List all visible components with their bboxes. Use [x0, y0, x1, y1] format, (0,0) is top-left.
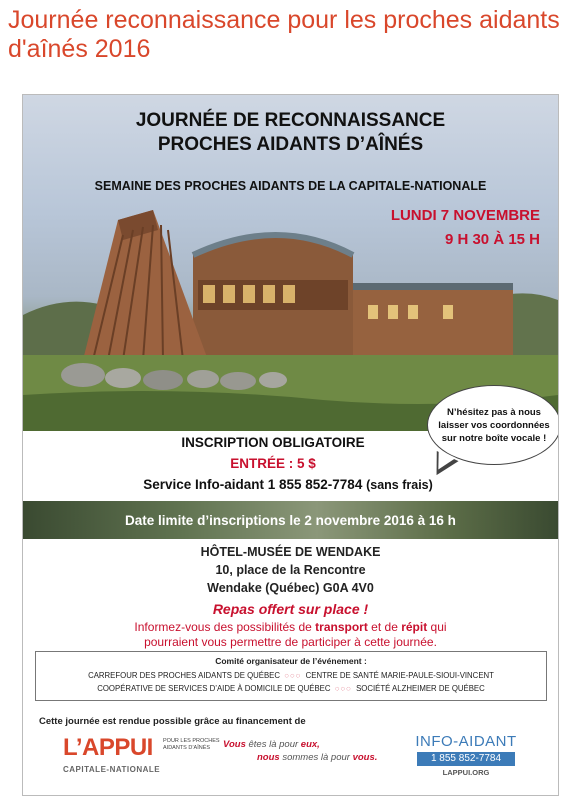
event-date: LUNDI 7 NOVEMBRE [390, 207, 540, 224]
committee-row-1 [36, 671, 546, 680]
committee-member: COOPÉRATIVE DE SERVICES D’AIDE À DOMICILE DE QUÉBEC [97, 684, 331, 693]
appui-region: CAPITALE-NATIONALE [63, 765, 161, 774]
committee-row-2 [36, 684, 546, 693]
poster-subheading: SEMAINE DES PROCHES AIDANTS DE LA CAPITALE-NATIONALE [94, 179, 487, 193]
venue-city: Wendake (Québec) G0A 4V0 [207, 581, 374, 595]
committee-separator: ◌◌◌ [284, 671, 302, 680]
slogan-word: nous [257, 752, 280, 763]
slogan-word: eux, [300, 739, 320, 750]
event-time: 9 H 30 À 15 H [444, 231, 540, 248]
slogan-word: sommes là pour [279, 752, 353, 763]
info-line1-post: qui [427, 620, 447, 634]
service-phone-note: (sans frais) [366, 478, 433, 492]
info-repit: répit [401, 620, 428, 634]
entry-fee: ENTRÉE : 5 $ [230, 456, 316, 471]
page-title: Journée reconnaissance pour les proches aidants d'aînés 2016 [8, 6, 560, 63]
event-poster [22, 94, 559, 796]
committee-member: CARREFOUR DES PROCHES AIDANTS DE QUÉBEC [88, 671, 281, 680]
poster-heading-line1: JOURNÉE DE RECONNAISSANCE [135, 110, 446, 131]
organizing-committee-box [35, 651, 547, 701]
financing-note: Cette journée est rendue possible grâce au financement de [39, 716, 306, 727]
venue-name: HÔTEL-MUSÉE DE WENDAKE [200, 545, 381, 559]
info-line1-mid: et de [367, 620, 402, 634]
committee-separator: ◌◌◌ [334, 684, 352, 693]
slogan-line1 [223, 739, 320, 750]
service-phone-text: Service Info-aidant 1 855 852-7784 [143, 477, 363, 492]
poster-heading-line2: PROCHES AIDANTS D’AÎNÉS [157, 134, 424, 155]
museum-photo [23, 95, 558, 431]
slogan-line2 [223, 751, 393, 764]
committee-member: SOCIÉTÉ ALZHEIMER DE QUÉBEC [356, 684, 485, 693]
slogan-word: vous. [352, 752, 378, 763]
committee-title: Comité organisateur de l’événement : [215, 656, 367, 666]
slogan-word: Vous [223, 739, 246, 750]
deadline-band [23, 501, 558, 539]
service-phone [63, 477, 513, 492]
info-line1-pre: Informez-vous des possibilités de [134, 620, 316, 634]
slogan-word: êtes là pour [245, 739, 301, 750]
info-aidant-name: INFO-AIDANT [415, 733, 517, 750]
info-aidant-site: LAPPUI.ORG [442, 768, 490, 777]
committee-member: CENTRE DE SANTÉ MARIE-PAULE-SIOUI-VINCENT [305, 671, 494, 680]
appui-logo [63, 734, 220, 779]
venue-street: 10, place de la Rencontre [215, 563, 366, 577]
inscription-label: INSCRIPTION OBLIGATOIRE [181, 435, 365, 450]
info-line1 [23, 620, 558, 634]
appui-tagline: POUR LES PROCHES AIDANTS D’AÎNÉS [163, 738, 220, 751]
info-aidant-phone: 1 855 852-7784 [417, 752, 515, 766]
appui-name: L’APPUI [63, 734, 153, 761]
info-transport: transport [315, 620, 368, 634]
meal-offered: Repas offert sur place ! [212, 601, 369, 617]
info-line2: pourraient vous permettre de participer à cette journée. [144, 635, 437, 649]
deadline-text: Date limite d’inscriptions le 2 novembre 2016 à 16 h [125, 512, 456, 528]
info-aidant-logo [411, 733, 521, 785]
slogan [223, 738, 393, 764]
speech-bubble-text: N’hésitez pas à nous laisser vos coordonnées sur notre boîte vocale ! [438, 406, 550, 444]
